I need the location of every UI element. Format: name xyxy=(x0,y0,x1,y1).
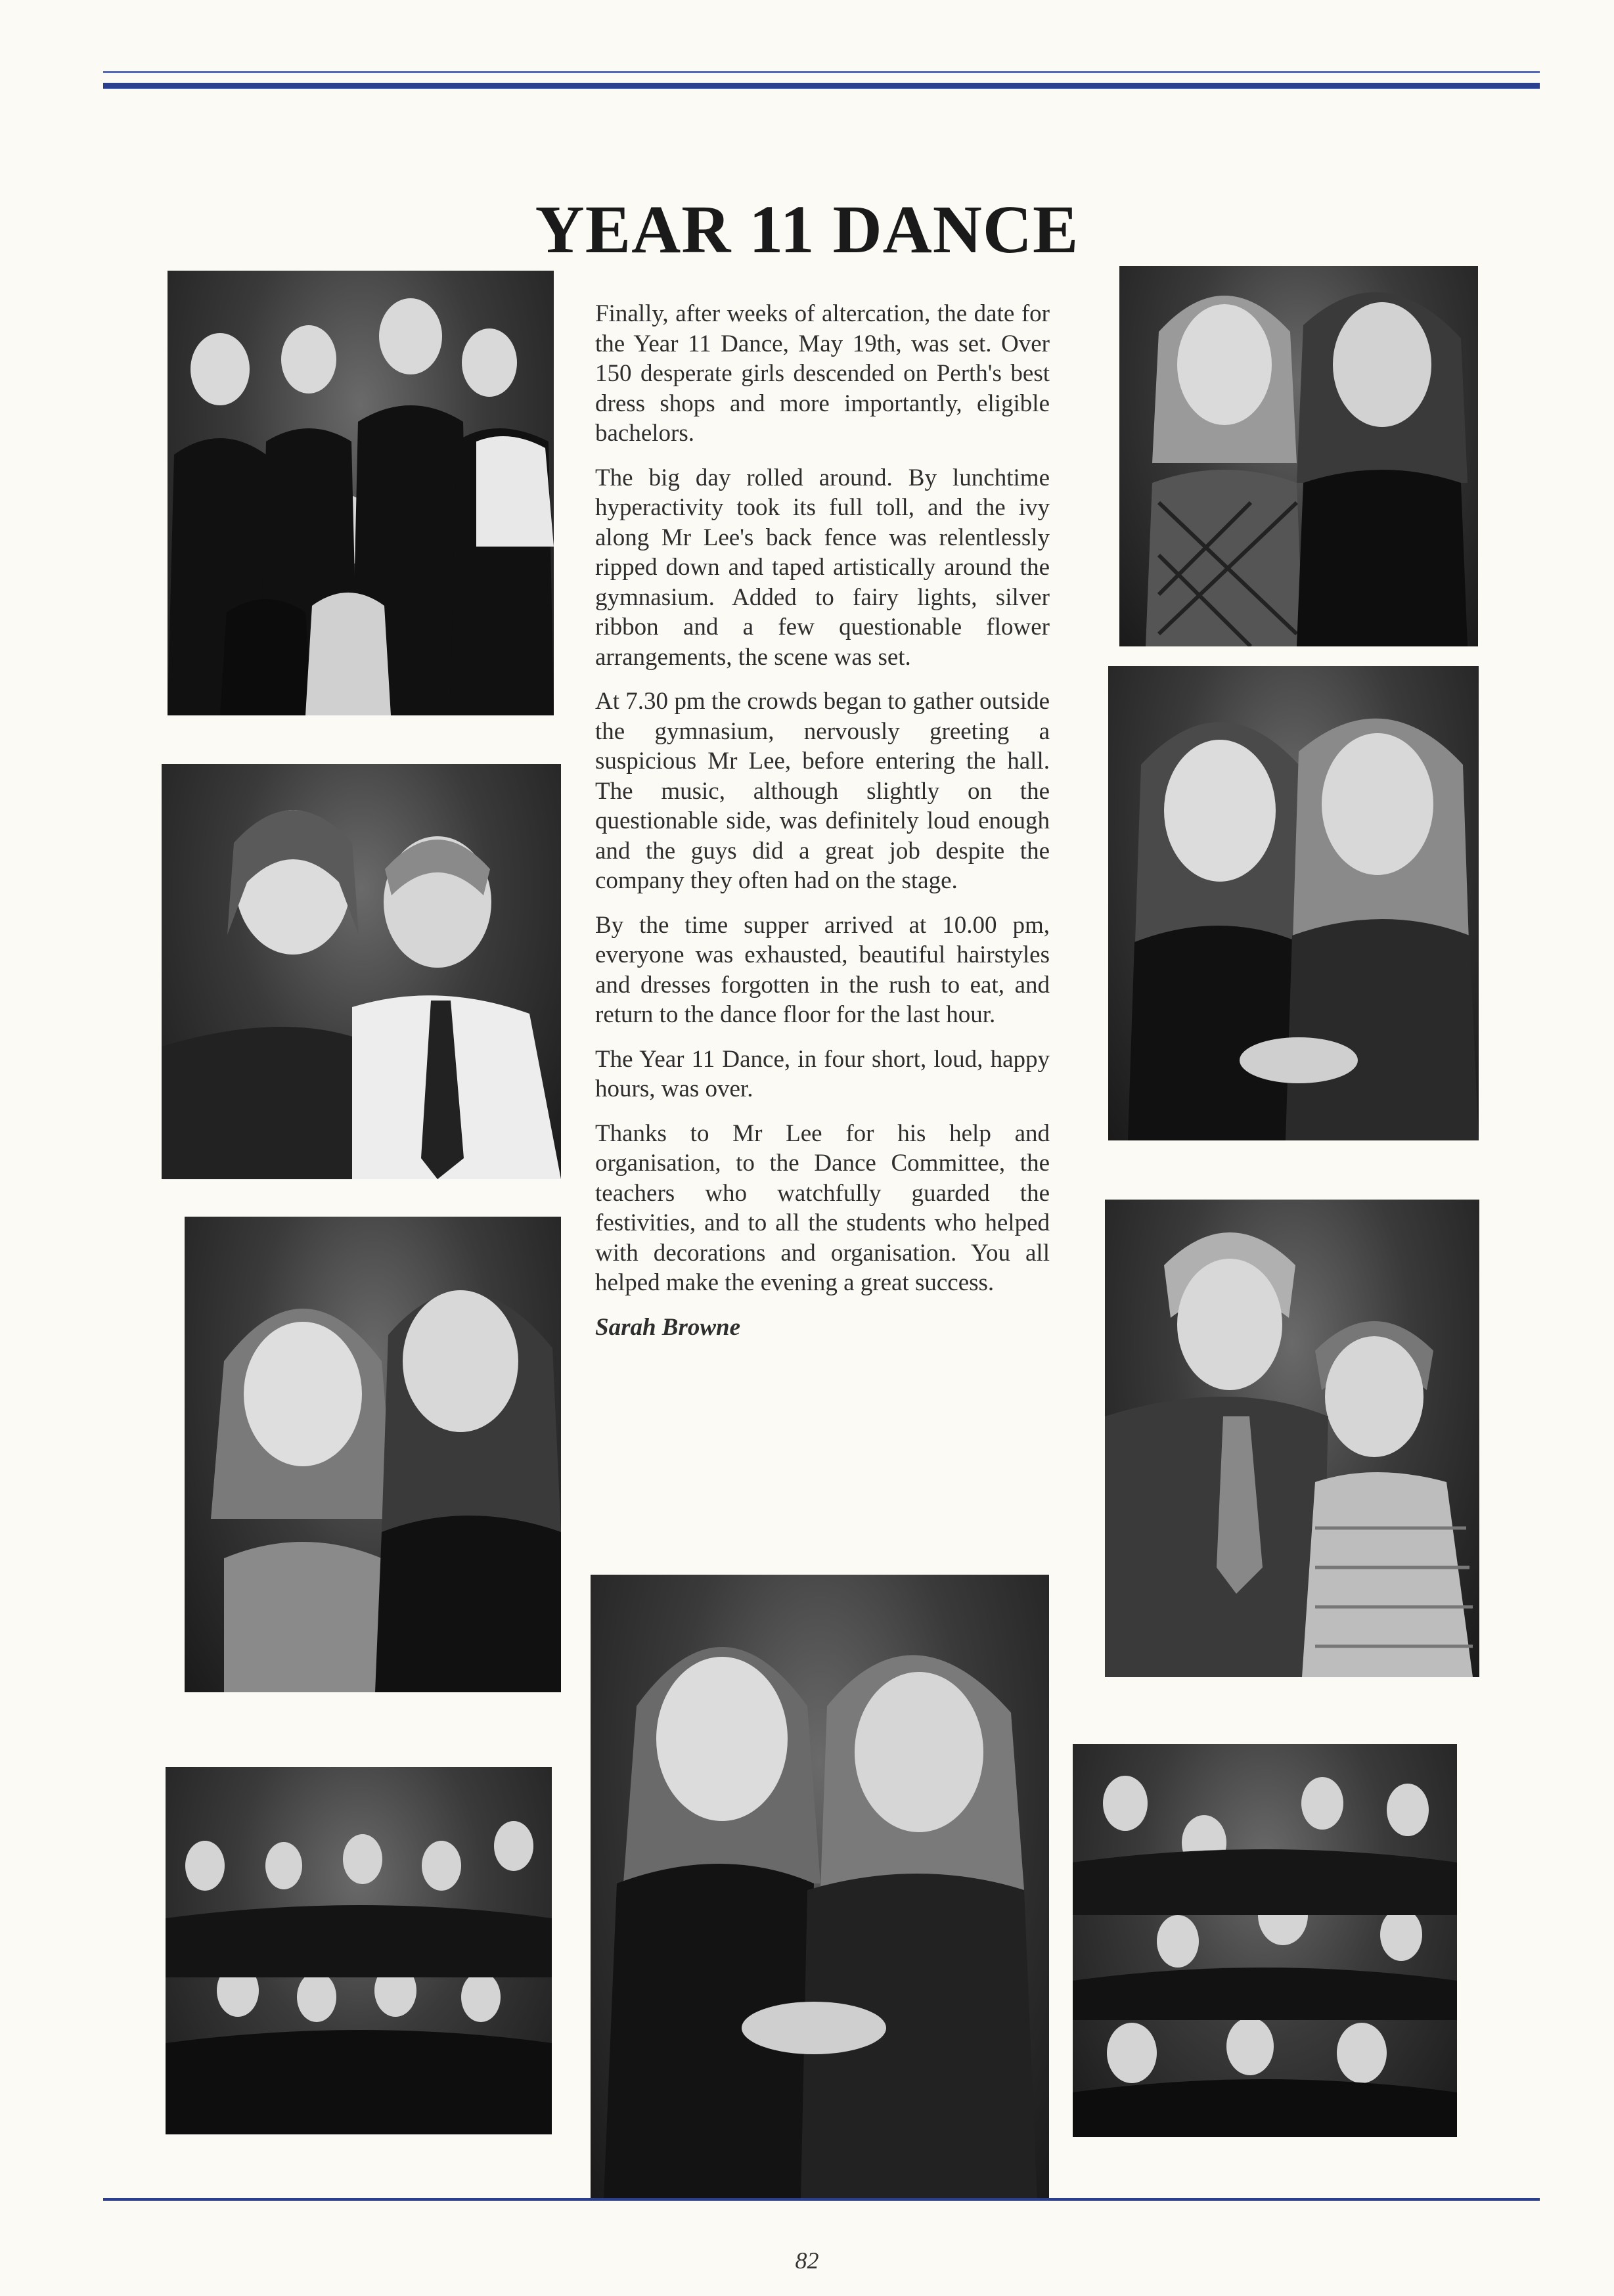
top-rule-thick xyxy=(103,83,1540,89)
photo-group-nine-girls xyxy=(166,1767,552,2134)
photo-group-six-girls xyxy=(168,271,554,715)
photo-boy-and-girl-fringe-dress xyxy=(1105,1200,1479,1677)
article-paragraph-4: By the time supper arrived at 10.00 pm, everyone was exhausted, beautiful hairstyles and dresses forgotten in the rush to eat, and return to the dance floor for the last hour. xyxy=(595,911,1050,1028)
bottom-rule xyxy=(103,2198,1540,2201)
article-paragraph-1: Finally, after weeks of altercation, the date for the Year 11 Dance, May 19th, was set. Over 150 desperate girls descended on Perth's best dress shops and more importantly, eligible bachelors. xyxy=(595,300,1050,447)
photo-two-girls-lace-dress xyxy=(1108,666,1479,1140)
article-byline: Sarah Browne xyxy=(595,1313,741,1341)
article-paragraph-6: Thanks to Mr Lee for his help and organisation, to the Dance Committee, the teachers who watchfully guarded the festivities, and to all the students who helped with decorations and organisation. You all helped make the evening a great success. xyxy=(595,1119,1050,1296)
page-number: 82 xyxy=(795,2247,819,2274)
photo-couple-girl-boy-tie xyxy=(162,764,561,1179)
article-paragraph-3: At 7.30 pm the crowds began to gather outside the gymnasium, nervously greeting a suspicious Mr Lee, before entering the hall. The music, although slightly on the questionable side, was definitely loud enough and the guys did a great job despite the company they often had on the stage. xyxy=(595,688,1050,894)
photo-two-girls-embrace xyxy=(591,1575,1049,2200)
photo-two-girls-plaid-dress xyxy=(1119,266,1478,646)
top-rule-thin xyxy=(103,71,1540,73)
photo-two-girls-chokers xyxy=(185,1217,561,1692)
article-body xyxy=(595,299,1050,1342)
photo-group-ten-girls xyxy=(1073,1744,1457,2137)
page-title: YEAR 11 DANCE xyxy=(535,191,1079,267)
article-paragraph-5: The Year 11 Dance, in four short, loud, happy hours, was over. xyxy=(595,1045,1050,1102)
article-paragraph-2: The big day rolled around. By lunchtime hyperactivity took its full toll, and the ivy along Mr Lee's back fence was relentlessly ripped down and taped artistically around the gymnasium. Added to fairy lights, silver ribbon and a few questionable flower arrangements, the scene was set. xyxy=(595,464,1050,671)
